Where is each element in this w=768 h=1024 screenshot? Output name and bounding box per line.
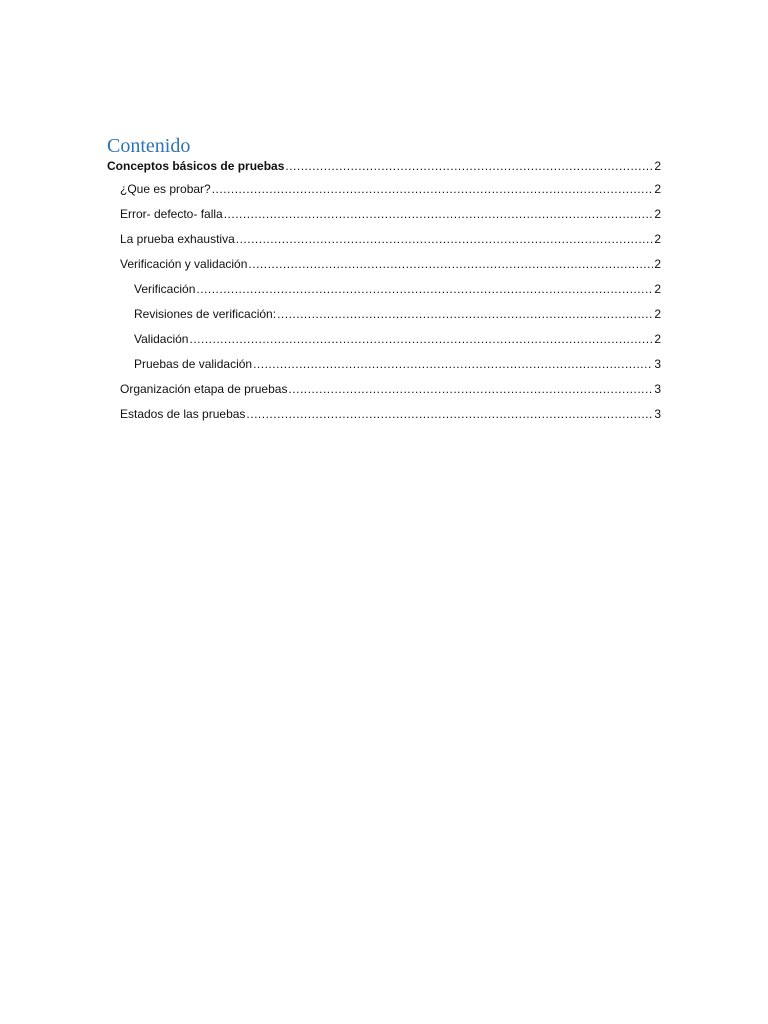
toc-page-number: 2 bbox=[654, 307, 661, 321]
toc-entry-estados-de-las-pruebas[interactable] bbox=[107, 407, 661, 432]
dot-leader bbox=[236, 232, 654, 247]
toc-entry-label: Estados de las pruebas bbox=[120, 407, 246, 421]
dot-leader bbox=[224, 207, 654, 222]
toc-entry-prueba-exhaustiva[interactable] bbox=[107, 232, 661, 257]
toc-entry-organizacion-etapa-de-pruebas[interactable] bbox=[107, 382, 661, 407]
toc-title: Contenido bbox=[107, 135, 191, 157]
toc-page-number: 2 bbox=[654, 232, 661, 246]
toc-page-number: 3 bbox=[654, 407, 661, 421]
dot-leader bbox=[285, 159, 653, 174]
toc-page-number: 3 bbox=[654, 382, 661, 396]
toc-entry-pruebas-de-validacion[interactable] bbox=[107, 357, 661, 382]
dot-leader bbox=[189, 332, 653, 347]
toc-page-number: 2 bbox=[654, 207, 661, 221]
dot-leader bbox=[246, 407, 653, 422]
toc-entry-revisiones-de-verificacion[interactable] bbox=[107, 307, 661, 332]
dot-leader bbox=[277, 307, 653, 322]
dot-leader bbox=[196, 282, 653, 297]
toc-entry-label: ¿Que es probar? bbox=[120, 182, 211, 196]
dot-leader bbox=[288, 382, 653, 397]
toc-page-number: 2 bbox=[654, 182, 661, 196]
toc-entry-label: Verificación bbox=[134, 282, 196, 296]
toc-entry-label: Revisiones de verificación: bbox=[134, 307, 277, 321]
toc-entry-label: Conceptos básicos de pruebas bbox=[107, 159, 285, 173]
toc-entry-label: Verificación y validación bbox=[120, 257, 248, 271]
dot-leader bbox=[248, 257, 653, 272]
toc-entry-label: La prueba exhaustiva bbox=[120, 232, 235, 246]
toc-entry-label: Validación bbox=[134, 332, 189, 346]
dot-leader bbox=[212, 182, 654, 197]
toc-entry-que-es-probar[interactable] bbox=[107, 182, 661, 207]
toc-page-number: 2 bbox=[654, 159, 661, 173]
table-of-contents bbox=[107, 133, 661, 432]
toc-entry-verificacion[interactable] bbox=[107, 282, 661, 307]
toc-entry-verificacion-y-validacion[interactable] bbox=[107, 257, 661, 282]
toc-page-number: 2 bbox=[654, 282, 661, 296]
dot-leader bbox=[253, 357, 653, 372]
toc-page-number: 3 bbox=[654, 357, 661, 371]
toc-page-number: 2 bbox=[654, 257, 661, 271]
toc-entry-label: Pruebas de validación bbox=[134, 357, 253, 371]
toc-entry-conceptos-basicos[interactable] bbox=[107, 159, 661, 182]
toc-entry-validacion[interactable] bbox=[107, 332, 661, 357]
toc-entry-label: Organización etapa de pruebas bbox=[120, 382, 288, 396]
toc-entry-error-defecto-falla[interactable] bbox=[107, 207, 661, 232]
toc-entry-label: Error- defecto- falla bbox=[120, 207, 223, 221]
toc-page-number: 2 bbox=[654, 332, 661, 346]
